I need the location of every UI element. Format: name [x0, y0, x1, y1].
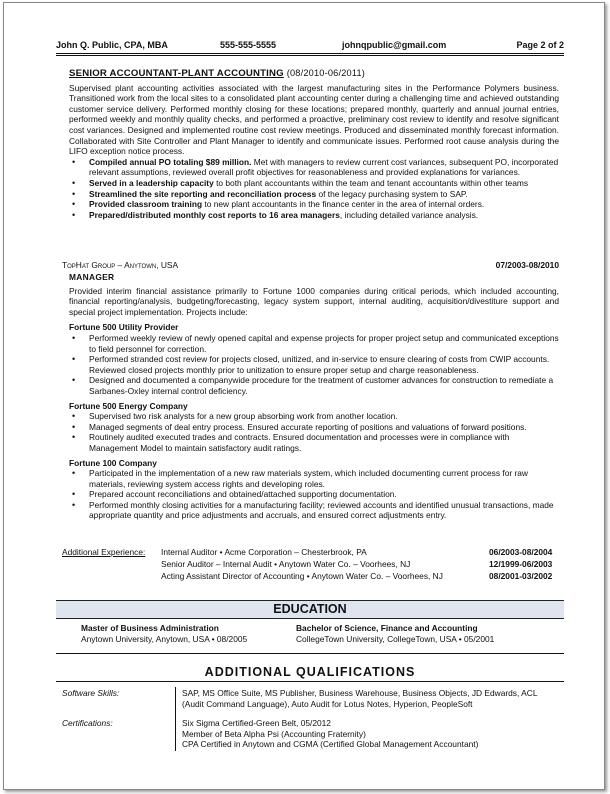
job2-summary: Provided interim financial assistance primarily to Fortune 1000 companies during critical periods, which included accounting, financial reporting/analysis, budgeting/forecasting, legacy system support, internal auditing, acquisition/divestiture support and special project implementation. Projects include: [69, 285, 559, 317]
job1-dates: (08/2010-06/2011) [286, 68, 366, 78]
project-bullet: • Managed segments of deal entry process. Ensured accurate reporting of positions and valuations of forward positions. [69, 422, 559, 433]
additional-experience-dates: 06/2003-08/2004 [489, 547, 553, 557]
bullet-text: , including detailed variance analysis. [339, 209, 479, 220]
education-heading: EDUCATION [56, 600, 564, 619]
project-bullet-list [69, 333, 559, 397]
certifications-label: Certifications: [62, 718, 113, 728]
resume-page [3, 2, 605, 790]
additional-experience-dates: 08/2001-03/2002 [489, 571, 553, 581]
job1-bullet [69, 189, 559, 200]
additional-experience-role: Senior Auditor – Internal Audit • Anytown Water Co. – Voorhees, NJ [161, 559, 411, 569]
job1-bullet [69, 178, 559, 189]
project-bullet: • Supervised two risk analysts for a new group absorbing work from another location. [69, 411, 559, 422]
job2-title: MANAGER [69, 272, 115, 282]
degree-1-name: Master of Business Administration [81, 623, 219, 633]
degree-2 [296, 623, 558, 644]
software-skills [182, 688, 562, 709]
education-divider [56, 653, 564, 654]
email-address: johnqpublic@gmail.com [342, 40, 447, 50]
job2-projects [69, 322, 559, 521]
project-bullet-list [69, 411, 559, 453]
project-bullet: • Participated in the implementation of a new raw materials system, which included documenting current process for raw materials, reviewing system access rights and developing roles. [69, 468, 559, 489]
bullet-text: Met with managers to review current cost variances, subsequent PO, incorporated relevant assumptions, reviewed overall profit objectives for reasonableness and provided explanations for variances. [89, 156, 559, 178]
job1-summary: Supervised plant accounting activities associated with the largest manufacturing sites in the Performance Polymers business. Transitioned work from the local sites to a consolidated plant accounting center during a challenging time and achieved outstanding customer service delivery. Performed monthly closing for these locations; prepared monthly, quarterly and annual journal entries, performed weekly and monthly quality checks, and performed a proactive, preliminary cost review to identify and resolve significant cost variances. Designed and implemented routine cost review meetings. Produced and disseminated monthly forecast information. Collaborated with Site Controller and Plant Manager to identify and communicate issues. Performed root cause analysis during the LIFO exception notice process. [69, 82, 559, 157]
cert-line-2: Member of Beta Alpha Psi (Accounting Fraternity) [182, 728, 366, 739]
degree-1-school: Anytown University, Anytown, USA • 08/2005 [81, 633, 248, 644]
phone-number: 555-555-5555 [220, 40, 277, 50]
project-bullet: • Performed stranded cost review for projects closed, unitized, and in-service to ensure clearing of costs from CWIP accounts. Reviewed closed projects monthly prior to unitization to ensure proper setup and charge reasonableness. [69, 354, 559, 375]
job2-section [62, 260, 559, 271]
bullet-highlight: Streamlined the site reporting and reconciliation process [89, 188, 317, 199]
bullet-highlight: Provided classroom training [89, 199, 203, 210]
project-bullet: • Performed weekly review of newly opened capital and expense projects for proper project setup and communicated exceptions to field personnel for correction. [69, 333, 559, 354]
job2-company: TopHat Group – Anytown, USA [62, 260, 179, 270]
project-bullet: • Prepared account reconciliations and obtained/attached supporting documentation. [69, 489, 559, 500]
cert-line-1: Six Sigma Certified-Green Belt, 05/2012 [182, 718, 331, 728]
qualifications-heading: ADDITIONAL QUALIFICATIONS [204, 665, 416, 679]
qualifications-divider [56, 681, 564, 682]
header-divider [56, 53, 564, 56]
bullet-highlight: Compiled annual PO totaling $89 million. [89, 156, 252, 167]
project-bullet: • Performed monthly closing activities for a manufacturing facility; reviewed accounts and identified unusual transactions, made appropriate quantity and price adjustments and accruals, and ensured correct adjustments entry. [69, 500, 559, 521]
certifications [182, 718, 562, 750]
qualifications-vertical-rule [175, 687, 176, 751]
job1-bullet [69, 210, 559, 221]
degree-1 [81, 623, 281, 644]
job1-bullet [69, 157, 559, 178]
project-heading: Fortune 500 Utility Provider [69, 322, 179, 333]
page-header [56, 40, 564, 52]
project-heading: Fortune 500 Energy Company [69, 400, 188, 411]
additional-experience-label: Additional Experience: [62, 547, 146, 557]
project-bullet: • Routinely audited executed trades and contracts. Ensured documentation and processes were in compliance with Management Model to maintain satisfactory audit ratings. [69, 432, 559, 453]
degree-2-school: CollegeTown University, CollegeTown, USA • 05/2001 [296, 633, 495, 644]
bullet-highlight: Served in a leadership capacity [89, 177, 214, 188]
additional-experience-dates: 12/1999-06/2003 [489, 559, 553, 569]
job1-section [69, 68, 559, 220]
project-heading: Fortune 100 Company [69, 457, 157, 468]
software-line-1: SAP, MS Office Suite, MS Publisher, Business Warehouse, Business Objects, JD Edwards, ACL [182, 688, 538, 698]
additional-experience-role: Acting Assistant Director of Accounting • Anytown Water Co. – Voorhees, NJ [161, 571, 443, 581]
additional-experience-role: Internal Auditor • Acme Corporation – Chesterbrook, PA [161, 547, 367, 557]
job1-bullet-list [69, 157, 559, 221]
candidate-name: John Q. Public, CPA, MBA [56, 40, 168, 50]
degree-2-name: Bachelor of Science, Finance and Accounting [296, 623, 478, 633]
project-bullet: • Designed and documented a companywide procedure for the treatment of customer advances for construction to remediate a Sarbanes-Oxley internal control deficiency. [69, 375, 559, 396]
job2-dates: 07/2003-08/2010 [495, 260, 559, 270]
software-line-2: (Audit Command Language), Auto Audit for Lotus Notes, Hyperion, PeopleSoft [182, 698, 473, 709]
job2-company-row [62, 260, 559, 271]
project-bullet-list [69, 468, 559, 521]
page-number: Page 2 of 2 [516, 40, 564, 50]
job1-heading [69, 68, 559, 80]
bullet-text: to both plant accountants within the team and tenant accountants within other teams [213, 177, 529, 188]
job2-body [69, 272, 559, 521]
bullet-text: to new plant accountants in the finance center in the area of internal orders. [202, 199, 485, 210]
software-skills-label: Software Skills: [62, 688, 120, 698]
bullet-text: of the legacy purchasing system to SAP. [316, 188, 468, 199]
bullet-highlight: Prepared/distributed monthly cost reports to 16 area managers [89, 209, 340, 220]
job1-title: SENIOR ACCOUNTANT-PLANT ACCOUNTING [69, 68, 284, 79]
cert-line-3: CPA Certified in Anytown and CGMA (Certified Global Management Accountant) [182, 739, 479, 750]
job1-bullet [69, 199, 559, 210]
